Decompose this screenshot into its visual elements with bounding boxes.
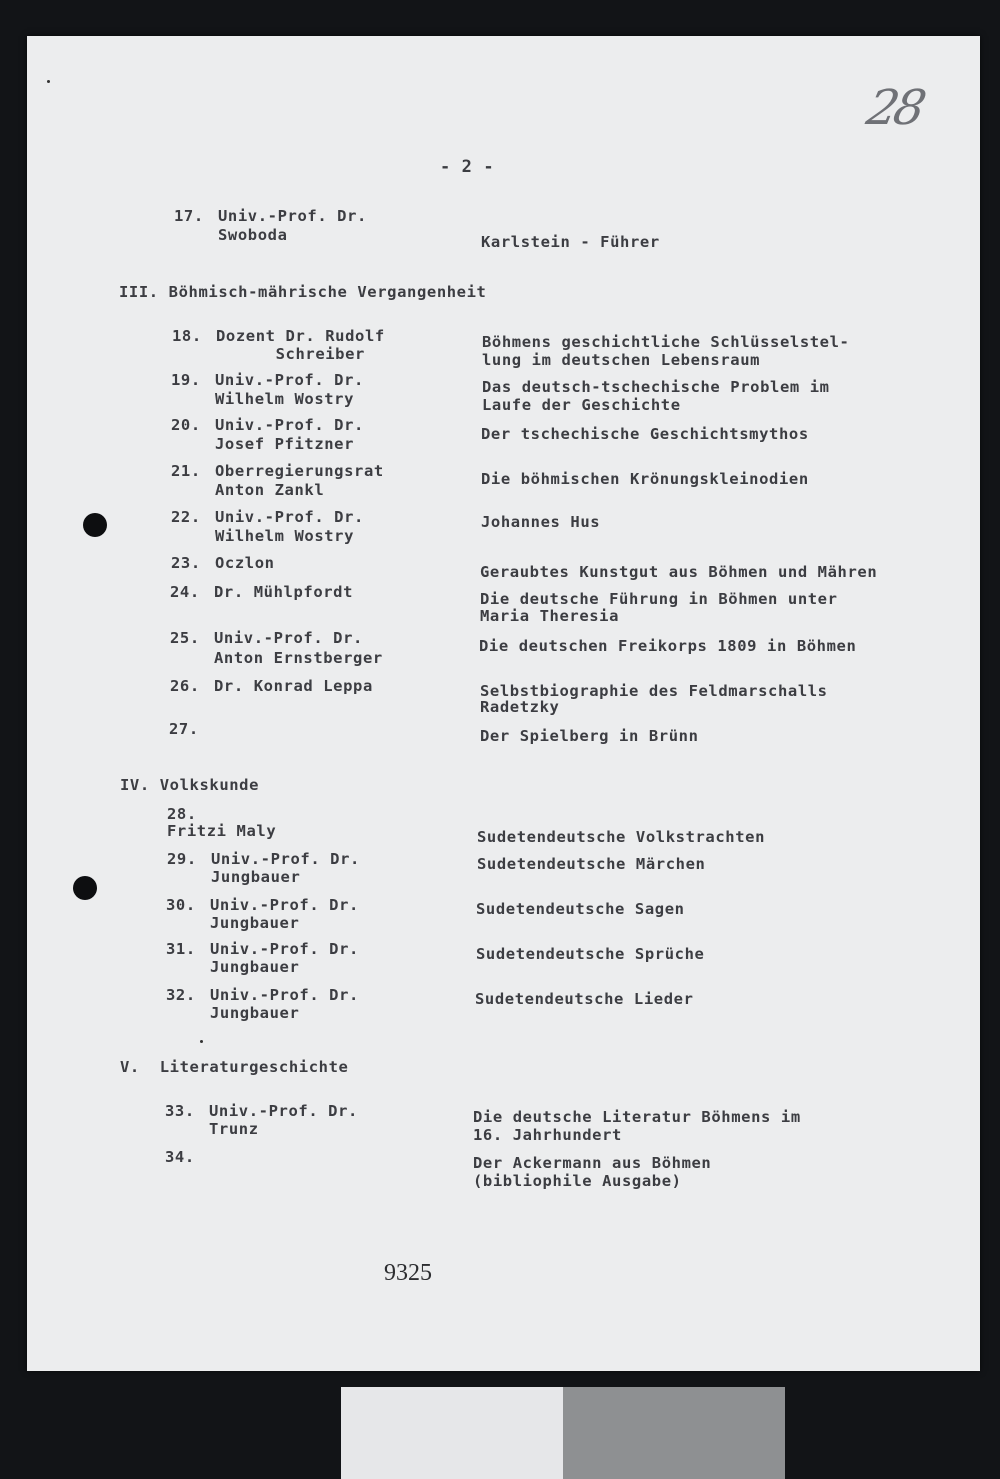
section-heading: IV. Volkskunde <box>120 776 260 794</box>
entry-number: 28. <box>167 805 197 823</box>
entry-title-line: Selbstbiographie des Feldmarschalls <box>480 682 828 700</box>
paper-speck <box>200 1040 203 1043</box>
entry-number: 34. <box>165 1148 195 1166</box>
entry-title-line: Radetzky <box>480 698 560 716</box>
entry-title-line: Johannes Hus <box>481 513 601 531</box>
entry-author-line: Fritzi Maly <box>167 822 277 840</box>
entry-number: 31. <box>166 940 196 958</box>
entry-title-line: Böhmens geschichtliche Schlüsselstel- <box>482 333 850 351</box>
entry-title-line: Die böhmischen Krönungskleinodien <box>481 470 809 488</box>
entry-title-line: (bibliophile Ausgabe) <box>473 1172 682 1190</box>
entry-author-line: Jungbauer <box>211 868 301 886</box>
entry-number: 19. <box>171 371 201 389</box>
entry-title-line: Sudetendeutsche Sprüche <box>476 945 705 963</box>
entry-title-line: Der Ackermann aus Böhmen <box>473 1154 712 1172</box>
entry-author-line: Dr. Mühlpfordt <box>214 583 354 601</box>
entry-author-line: Univ.-Prof. Dr. <box>210 940 359 958</box>
entry-author-line: Oberregierungsrat <box>215 462 384 480</box>
entry-number: 23. <box>171 554 201 572</box>
entry-author-line: Josef Pfitzner <box>215 435 355 453</box>
section-heading: III. Böhmisch-mährische Vergangenheit <box>119 283 487 301</box>
calibration-white-patch <box>341 1387 563 1479</box>
entry-number: 17. <box>174 207 204 225</box>
entry-number: 24. <box>170 583 200 601</box>
paper-speck <box>47 80 50 83</box>
entry-author-line: Dozent Dr. Rudolf <box>216 327 385 345</box>
entry-author-line: Jungbauer <box>210 958 300 976</box>
entry-number: 29. <box>167 850 197 868</box>
entry-author-line: Swoboda <box>218 226 288 244</box>
entry-number: 20. <box>171 416 201 434</box>
entry-number: 27. <box>169 720 199 738</box>
entry-title-line: 16. Jahrhundert <box>473 1126 622 1144</box>
entry-author-line: Univ.-Prof. Dr. <box>210 986 359 1004</box>
entry-title-line: Die deutsche Führung in Böhmen unter <box>480 590 838 608</box>
entry-number: 30. <box>166 896 196 914</box>
entry-author-line: Wilhelm Wostry <box>215 527 355 545</box>
entry-title-line: Sudetendeutsche Märchen <box>477 855 706 873</box>
entry-author-line: Univ.-Prof. Dr. <box>209 1102 358 1120</box>
entry-title-line: Karlstein - Führer <box>481 233 660 251</box>
punch-hole <box>73 876 97 900</box>
entry-number: 33. <box>165 1102 195 1120</box>
entry-number: 22. <box>171 508 201 526</box>
entry-author-line: Univ.-Prof. Dr. <box>211 850 360 868</box>
entry-title-line: lung im deutschen Lebensraum <box>482 351 761 369</box>
entry-title-line: Das deutsch-tschechische Problem im <box>482 378 830 396</box>
entry-author-line: Trunz <box>209 1120 259 1138</box>
entry-number: 32. <box>166 986 196 1004</box>
entry-title-line: Der tschechische Geschichtsmythos <box>481 425 809 443</box>
page-number: - 2 - <box>440 157 495 177</box>
entry-author-line: Oczlon <box>215 554 275 572</box>
entry-title-line: Der Spielberg in Brünn <box>480 727 699 745</box>
entry-author-line: Anton Ernstberger <box>214 649 383 667</box>
entry-author-line: Univ.-Prof. Dr. <box>214 629 363 647</box>
entry-author-line: Anton Zankl <box>215 481 325 499</box>
archive-stamp-number: 9325 <box>384 1260 432 1286</box>
entry-title-line: Sudetendeutsche Volkstrachten <box>477 828 766 846</box>
entry-title-line: Die deutschen Freikorps 1809 in Böhmen <box>479 637 857 655</box>
entry-author-line: Jungbauer <box>210 1004 300 1022</box>
entry-number: 18. <box>172 327 202 345</box>
entry-title-line: Laufe der Geschichte <box>482 396 681 414</box>
entry-author-line: Univ.-Prof. Dr. <box>210 896 359 914</box>
section-heading: V. Literaturgeschichte <box>120 1058 349 1076</box>
entry-author-line: Schreiber <box>216 345 365 363</box>
entry-number: 21. <box>171 462 201 480</box>
entry-number: 25. <box>170 629 200 647</box>
entry-author-line: Dr. Konrad Leppa <box>214 677 373 695</box>
entry-author-line: Univ.-Prof. Dr. <box>218 207 367 225</box>
handwritten-folio-number: 28 <box>862 80 928 136</box>
entry-title-line: Sudetendeutsche Sagen <box>476 900 685 918</box>
entry-author-line: Wilhelm Wostry <box>215 390 355 408</box>
entry-title-line: Die deutsche Literatur Böhmens im <box>473 1108 801 1126</box>
entry-number: 26. <box>170 677 200 695</box>
punch-hole <box>83 513 107 537</box>
entry-author-line: Jungbauer <box>210 914 300 932</box>
entry-title-line: Sudetendeutsche Lieder <box>475 990 694 1008</box>
entry-author-line: Univ.-Prof. Dr. <box>215 416 364 434</box>
entry-title-line: Maria Theresia <box>480 607 620 625</box>
entry-author-line: Univ.-Prof. Dr. <box>215 508 364 526</box>
calibration-grey-patch <box>563 1387 785 1479</box>
entry-author-line: Univ.-Prof. Dr. <box>215 371 364 389</box>
entry-title-line: Geraubtes Kunstgut aus Böhmen und Mähren <box>480 563 878 581</box>
